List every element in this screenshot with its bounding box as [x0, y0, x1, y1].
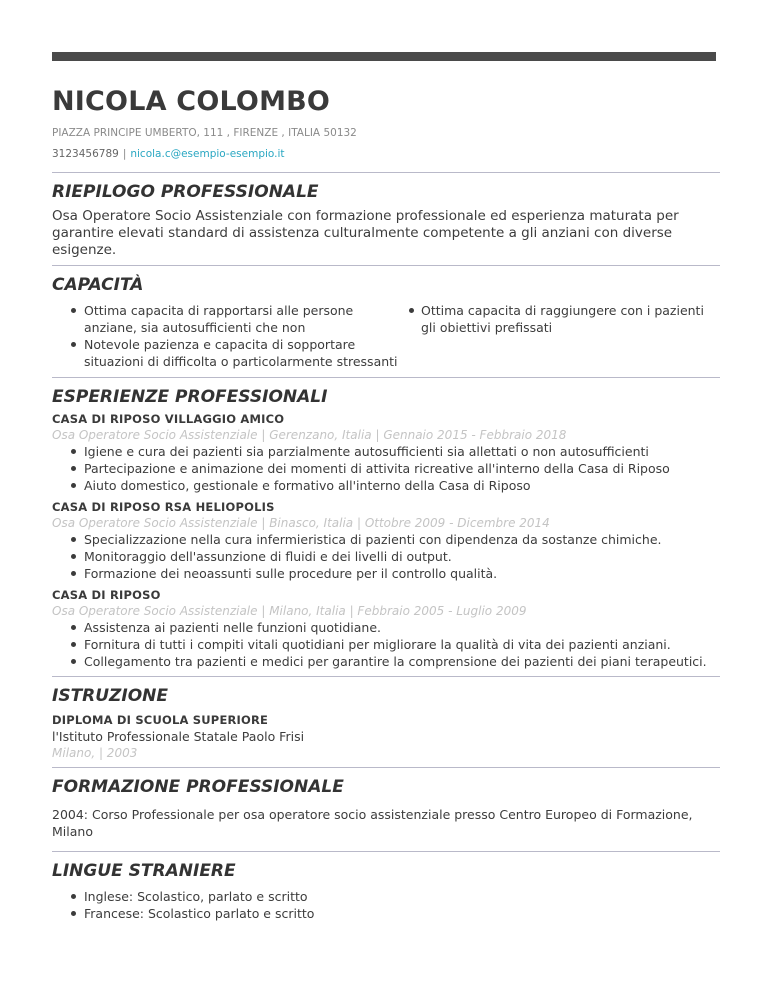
- divider: [52, 767, 720, 768]
- list-item: Ottima capacita di raggiungere con i pazienti gli obiettivi prefissati: [408, 302, 720, 336]
- job-bullets: [52, 443, 720, 494]
- candidate-name: NICOLA COLOMBO: [52, 86, 331, 117]
- divider: [52, 377, 720, 378]
- list-item: Notevole pazienza e capacita di sopportare situazioni di difficolta o particolarmente stressanti: [52, 336, 408, 370]
- job-meta: Osa Operatore Socio Assistenziale | Milano, Italia | Febbraio 2005 - Luglio 2009: [52, 604, 527, 618]
- address: PIAZZA PRINCIPE UMBERTO, 111 , FIRENZE , ITALIA 50132: [52, 127, 357, 139]
- job-entry: [52, 499, 720, 582]
- list-item: Specializzazione nella cura infermieristica di pazienti con dipendenza da sostanze chimiche.: [52, 531, 720, 548]
- list-item: Monitoraggio dell'assunzione di fluidi e dei livelli di output.: [52, 548, 720, 565]
- list-item: Igiene e cura dei pazienti sia parzialmente autosufficienti sia allettati o non autosufficienti: [52, 443, 720, 460]
- section-title-summary: RIEPILOGO PROFESSIONALE: [52, 182, 319, 202]
- phone: 3123456789: [52, 148, 119, 160]
- list-item: Partecipazione e animazione dei momenti di attivita ricreative all'interno della Casa di Riposo: [52, 460, 720, 477]
- skills-list-right: [408, 302, 720, 370]
- education-meta: Milano, | 2003: [52, 746, 138, 760]
- list-item: Assistenza ai pazienti nelle funzioni quotidiane.: [52, 619, 720, 636]
- section-title-education: ISTRUZIONE: [52, 686, 169, 706]
- divider: [52, 851, 720, 852]
- job-meta: Osa Operatore Socio Assistenziale | Gerenzano, Italia | Gennaio 2015 - Febbraio 2018: [52, 428, 567, 442]
- job-bullets: [52, 531, 720, 582]
- languages-list: [52, 888, 720, 922]
- resume-page: [52, 62, 720, 922]
- training-text: 2004: Corso Professionale per osa operatore socio assistenziale presso Centro Europeo di Formazione, Milano: [52, 807, 693, 839]
- list-item: Fornitura di tutti i compiti vitali quotidiani per migliorare la qualità di vita dei pazienti anziani.: [52, 636, 720, 653]
- job-meta: Osa Operatore Socio Assistenziale | Binasco, Italia | Ottobre 2009 - Dicembre 2014: [52, 516, 550, 530]
- summary-text: Osa Operatore Socio Assistenziale con formazione professionale ed esperienza maturata per garantire elevati standard di assistenza culturalmente competente a gli anziani con diverse esigenze.: [52, 208, 679, 258]
- list-item: Collegamento tra pazienti e medici per garantire la comprensione dei pazienti dei piani terapeutici.: [52, 653, 720, 670]
- email-link[interactable]: nicola.c@esempio-esempio.it: [130, 148, 285, 160]
- skills-columns: [52, 302, 720, 370]
- job-entry: [52, 587, 720, 670]
- section-title-languages: LINGUE STRANIERE: [52, 861, 236, 881]
- list-item: Aiuto domestico, gestionale e formativo all'interno della Casa di Riposo: [52, 477, 720, 494]
- skills-list-left: [52, 302, 408, 370]
- list-item: Ottima capacita di rapportarsi alle persone anziane, sia autosufficienti che non: [52, 302, 408, 336]
- job-employer: CASA DI RIPOSO VILLAGGIO AMICO: [52, 412, 285, 426]
- education-degree: DIPLOMA DI SCUOLA SUPERIORE: [52, 713, 269, 727]
- list-item: Formazione dei neoassunti sulle procedure per il controllo qualità.: [52, 565, 720, 582]
- divider: [52, 172, 720, 173]
- header-bar: [52, 52, 716, 61]
- job-entry: [52, 411, 720, 494]
- divider: [52, 265, 720, 266]
- divider: [52, 676, 720, 677]
- section-title-experience: ESPERIENZE PROFESSIONALI: [52, 387, 328, 407]
- list-item: Inglese: Scolastico, parlato e scritto: [52, 888, 720, 905]
- list-item: Francese: Scolastico parlato e scritto: [52, 905, 720, 922]
- section-title-skills: CAPACITÀ: [52, 275, 144, 295]
- contact-line: [52, 147, 720, 161]
- job-bullets: [52, 619, 720, 670]
- job-employer: CASA DI RIPOSO: [52, 588, 161, 602]
- contact-separator: |: [122, 148, 127, 160]
- job-employer: CASA DI RIPOSO RSA HELIOPOLIS: [52, 500, 275, 514]
- section-title-training: FORMAZIONE PROFESSIONALE: [52, 777, 344, 797]
- education-school: l'Istituto Professionale Statale Paolo Frisi: [52, 729, 305, 744]
